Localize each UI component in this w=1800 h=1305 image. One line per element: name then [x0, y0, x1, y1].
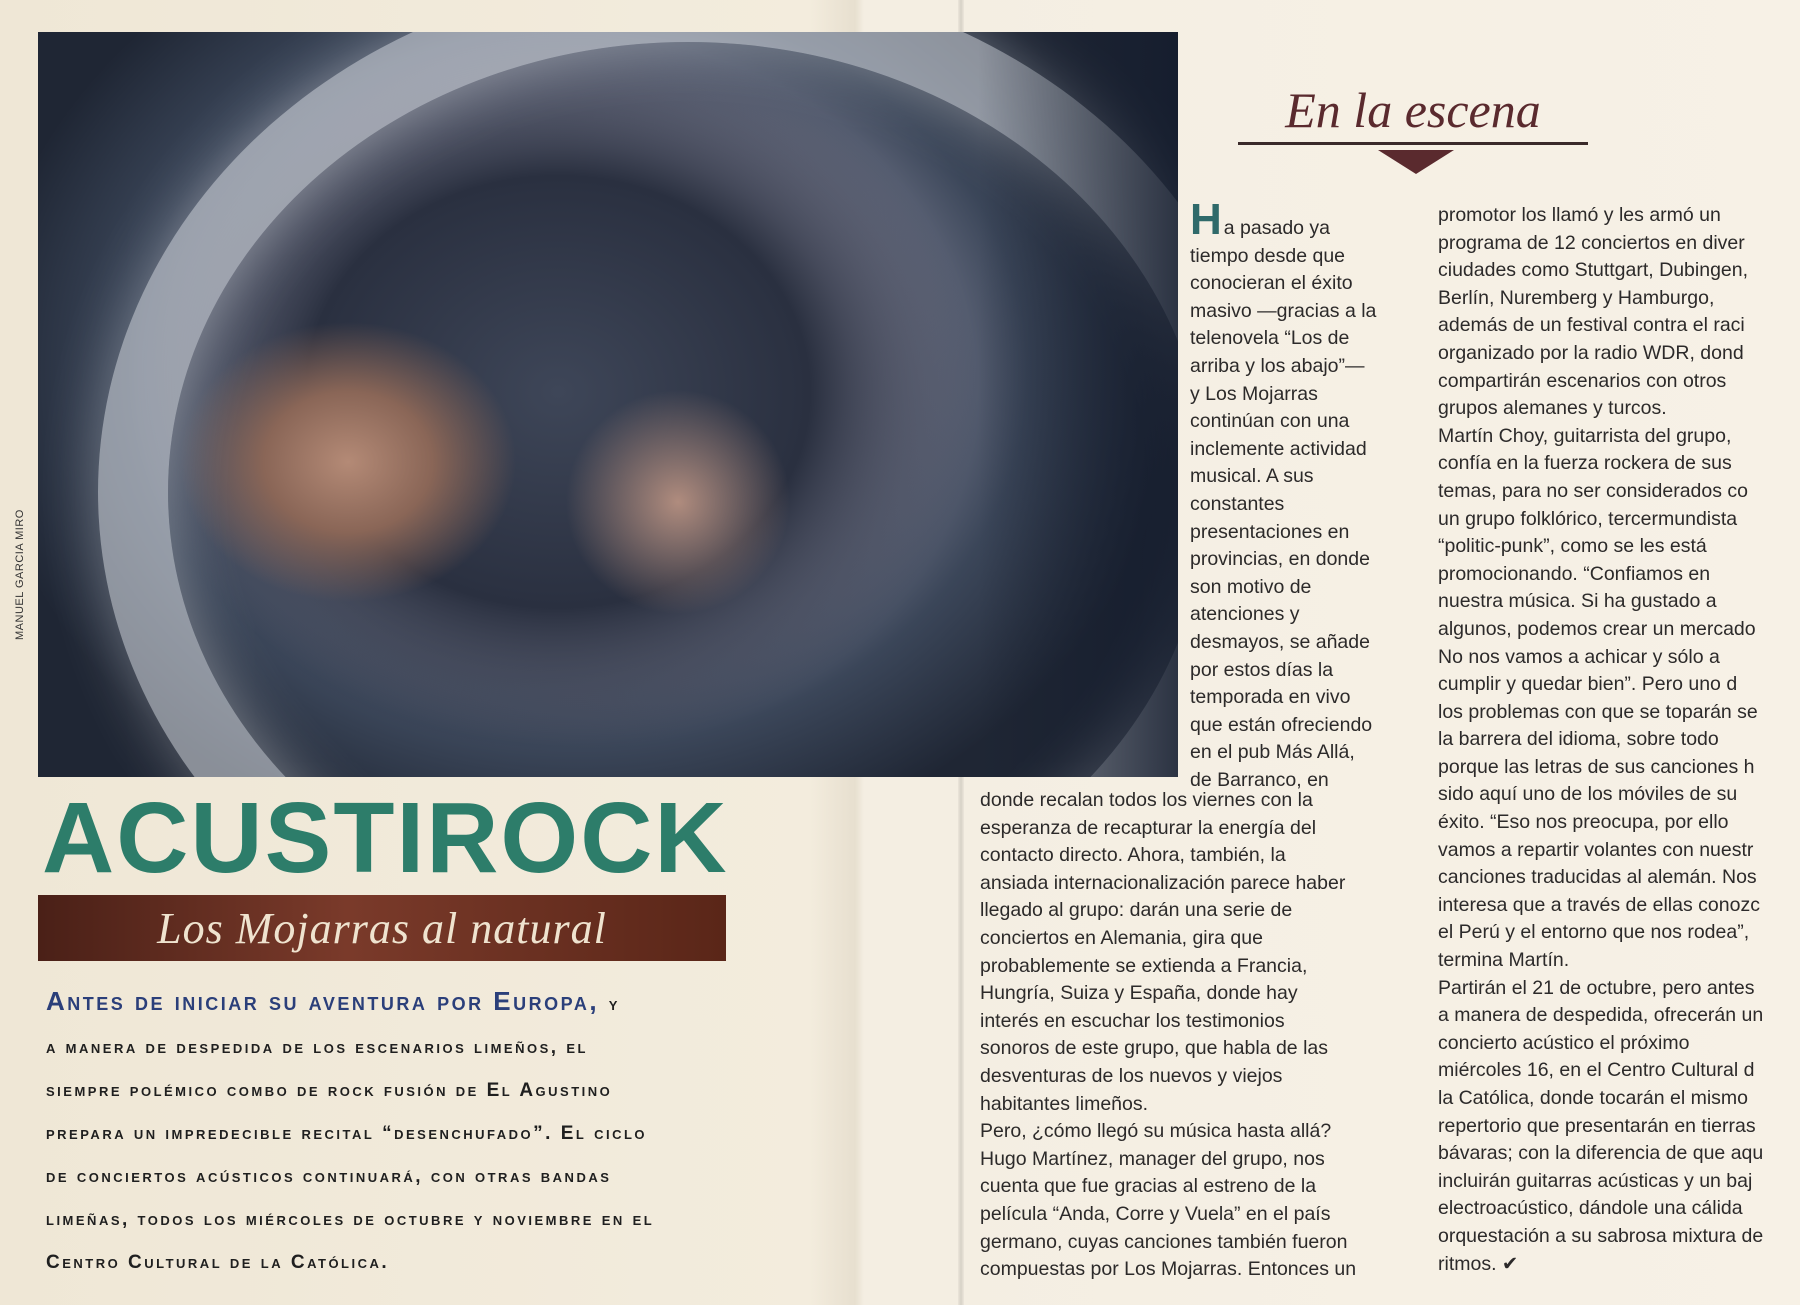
- article-line: habitantes limeños.: [980, 1092, 1149, 1115]
- article-line: germano, cuyas canciones también fueron: [980, 1230, 1348, 1253]
- article-line: en el pub Más Allá,: [1190, 741, 1355, 764]
- article-line: atenciones y: [1190, 603, 1300, 626]
- article-line: compuestas por Los Mojarras. Entonces un: [980, 1258, 1357, 1281]
- section-arrow-icon: [1378, 150, 1454, 174]
- article-line: tiempo desde que: [1190, 244, 1346, 267]
- article-line: termina Martín.: [1438, 949, 1570, 972]
- article-line: orquestación a su sabrosa mixtura de: [1438, 1224, 1764, 1247]
- article-line: cuenta que fue gracias al estreno de la: [980, 1175, 1317, 1198]
- article-line: presentaciones en: [1190, 520, 1350, 543]
- article-line: Hungría, Suiza y España, donde hay: [980, 982, 1298, 1005]
- article-line: nuestra música. Si ha gustado a: [1438, 590, 1717, 613]
- article-line: película “Anda, Corre y Vuela” en el país: [980, 1202, 1331, 1225]
- article-line: a manera de despedida, ofrecerán un: [1438, 1004, 1764, 1027]
- article-line: musical. A sus: [1190, 465, 1314, 488]
- article-line: canciones traducidas al alemán. Nos: [1438, 866, 1757, 889]
- article-line: “politic-punk”, como se les está: [1438, 535, 1707, 558]
- article-line: sido aquí uno de los móviles de su: [1438, 783, 1738, 806]
- article-line: ritmos. ✔: [1438, 1252, 1519, 1275]
- article-line: el Perú y el entorno que nos rodea”,: [1438, 921, 1750, 944]
- article-line: contacto directo. Ahora, también, la: [980, 844, 1286, 867]
- article-line: concierto acústico el próximo: [1438, 1031, 1690, 1054]
- article-line: que están ofreciendo: [1190, 713, 1373, 736]
- article-line: cumplir y quedar bien”. Pero uno d: [1438, 673, 1738, 696]
- article-line: algunos, podemos crear un mercado: [1438, 617, 1756, 640]
- article-line: desventuras de los nuevos y viejos: [980, 1064, 1283, 1087]
- article-line: llegado al grupo: darán una serie de: [980, 899, 1293, 922]
- article-line: probablemente se extienda a Francia,: [980, 954, 1308, 977]
- article-line: programa de 12 conciertos en diver: [1438, 231, 1745, 254]
- article-line: ciudades como Stuttgart, Dubingen,: [1438, 259, 1749, 282]
- article-line: inclemente actividad: [1190, 437, 1367, 460]
- subtitle-banner: [38, 895, 726, 961]
- headline-title: ACUSTIROCK: [42, 782, 729, 894]
- article-line: repertorio que presentarán en tierras: [1438, 1114, 1756, 1137]
- article-line: organizado por la radio WDR, dond: [1438, 341, 1744, 364]
- article-line: Berlín, Nuremberg y Hamburgo,: [1438, 286, 1715, 309]
- article-line: conocieran el éxito: [1190, 272, 1353, 295]
- article-line: miércoles 16, en el Centro Cultural d: [1438, 1059, 1755, 1082]
- article-line: Partirán el 21 de octubre, pero antes: [1438, 976, 1755, 999]
- article-line: Hugo Martínez, manager del grupo, nos: [980, 1147, 1325, 1170]
- article-line: arriba y los abajo”—: [1190, 354, 1365, 377]
- article-line: provincias, en donde: [1190, 548, 1370, 571]
- article-line: continúan con una: [1190, 410, 1350, 433]
- lead-line: siempre polémico combo de rock fusión de El Agustino: [46, 1080, 613, 1101]
- photo-shadow: [978, 32, 1178, 777]
- article-line: bávaras; con la diferencia de que aqu: [1438, 1142, 1764, 1165]
- lead-line: a manera de despedida de los escenarios limeños, el: [46, 1037, 588, 1058]
- article-line: esperanza de recapturar la energía del: [980, 816, 1317, 839]
- article-line: porque las letras de sus canciones h: [1438, 755, 1755, 778]
- lead-line: limeñas, todos los miércoles de octubre y noviembre en el: [46, 1209, 655, 1230]
- article-line: masivo —gracias a la: [1190, 299, 1377, 322]
- article-line: No nos vamos a achicar y sólo a: [1438, 645, 1720, 668]
- lead-line-text: Antes de iniciar su aventura por Europa,: [46, 986, 600, 1016]
- article-line: promotor los llamó y les armó un: [1438, 204, 1721, 226]
- headline-subtitle: Los Mojarras al natural: [157, 903, 607, 953]
- article-line: electroacústico, dándole una cálida: [1438, 1197, 1743, 1220]
- article-line: Martín Choy, guitarrista del grupo,: [1438, 424, 1732, 447]
- article-line: éxito. “Eso nos preocupa, por ello: [1438, 811, 1729, 834]
- article-line: temas, para no ser considerados co: [1438, 479, 1749, 502]
- article-line: telenovela “Los de: [1190, 327, 1350, 350]
- article-line: confía en la fuerza rockera de sus: [1438, 452, 1732, 475]
- article-line: vamos a repartir volantes con nuestr: [1438, 838, 1754, 861]
- article-line: promocionando. “Confiamos en: [1438, 562, 1711, 585]
- article-line: ansiada internacionalización parece haber: [980, 871, 1346, 894]
- article-column-1-top: [1190, 195, 1410, 794]
- article-column-1-bottom: [980, 787, 1410, 1284]
- article-line: desmayos, se añade: [1190, 630, 1370, 653]
- article-line: por estos días la: [1190, 658, 1334, 681]
- article-line: de Barranco, en: [1190, 768, 1329, 791]
- article-line: Pero, ¿cómo llegó su música hasta allá?: [980, 1120, 1332, 1143]
- article-line: conciertos en Alemania, gira que: [980, 926, 1263, 949]
- band-photo: [38, 32, 1178, 777]
- section-title: En la escena: [1285, 82, 1541, 138]
- lead-line: prepara un impredecible recital “desenchufado”. El ciclo: [46, 1123, 648, 1144]
- article-line: interés en escuchar los testimonios: [980, 1009, 1285, 1032]
- drop-cap: H: [1190, 195, 1222, 244]
- article-line: un grupo folklórico, tercermundista: [1438, 507, 1738, 530]
- article-line: sonoros de este grupo, que habla de las: [980, 1037, 1329, 1060]
- article-column-2: [1438, 202, 1800, 1278]
- lead-line-text: y: [608, 994, 620, 1015]
- article-line: la Católica, donde tocarán el mismo: [1438, 1087, 1748, 1109]
- lead-line: de conciertos acústicos continuará, con otras bandas: [46, 1166, 612, 1187]
- article-line: y Los Mojarras: [1190, 382, 1318, 405]
- article-line: son motivo de: [1190, 575, 1312, 598]
- lead-paragraph: [46, 980, 926, 1284]
- article-first-line: [1190, 195, 1410, 244]
- photo-credit: MANUEL GARCIA MIRO: [14, 509, 26, 640]
- article-line: a pasado ya: [1223, 217, 1331, 239]
- section-header: [1238, 80, 1588, 180]
- article-line: los problemas con que se toparán se: [1438, 700, 1758, 723]
- article-line: incluirán guitarras acústicas y un baj: [1438, 1169, 1753, 1192]
- lead-line: [46, 980, 926, 1026]
- article-line: además de un festival contra el raci: [1438, 314, 1745, 337]
- article-line: donde recalan todos los viernes con la: [980, 789, 1313, 811]
- article-line: grupos alemanes y turcos.: [1438, 397, 1667, 420]
- article-line: interesa que a través de ellas conozc: [1438, 893, 1760, 916]
- article-line: constantes: [1190, 492, 1285, 515]
- section-rule: [1238, 142, 1588, 145]
- article-line: la barrera del idioma, sobre todo: [1438, 728, 1719, 751]
- article-line: temporada en vivo: [1190, 686, 1351, 709]
- article-line: compartirán escenarios con otros: [1438, 369, 1727, 392]
- lead-line: Centro Cultural de la Católica.: [46, 1252, 390, 1273]
